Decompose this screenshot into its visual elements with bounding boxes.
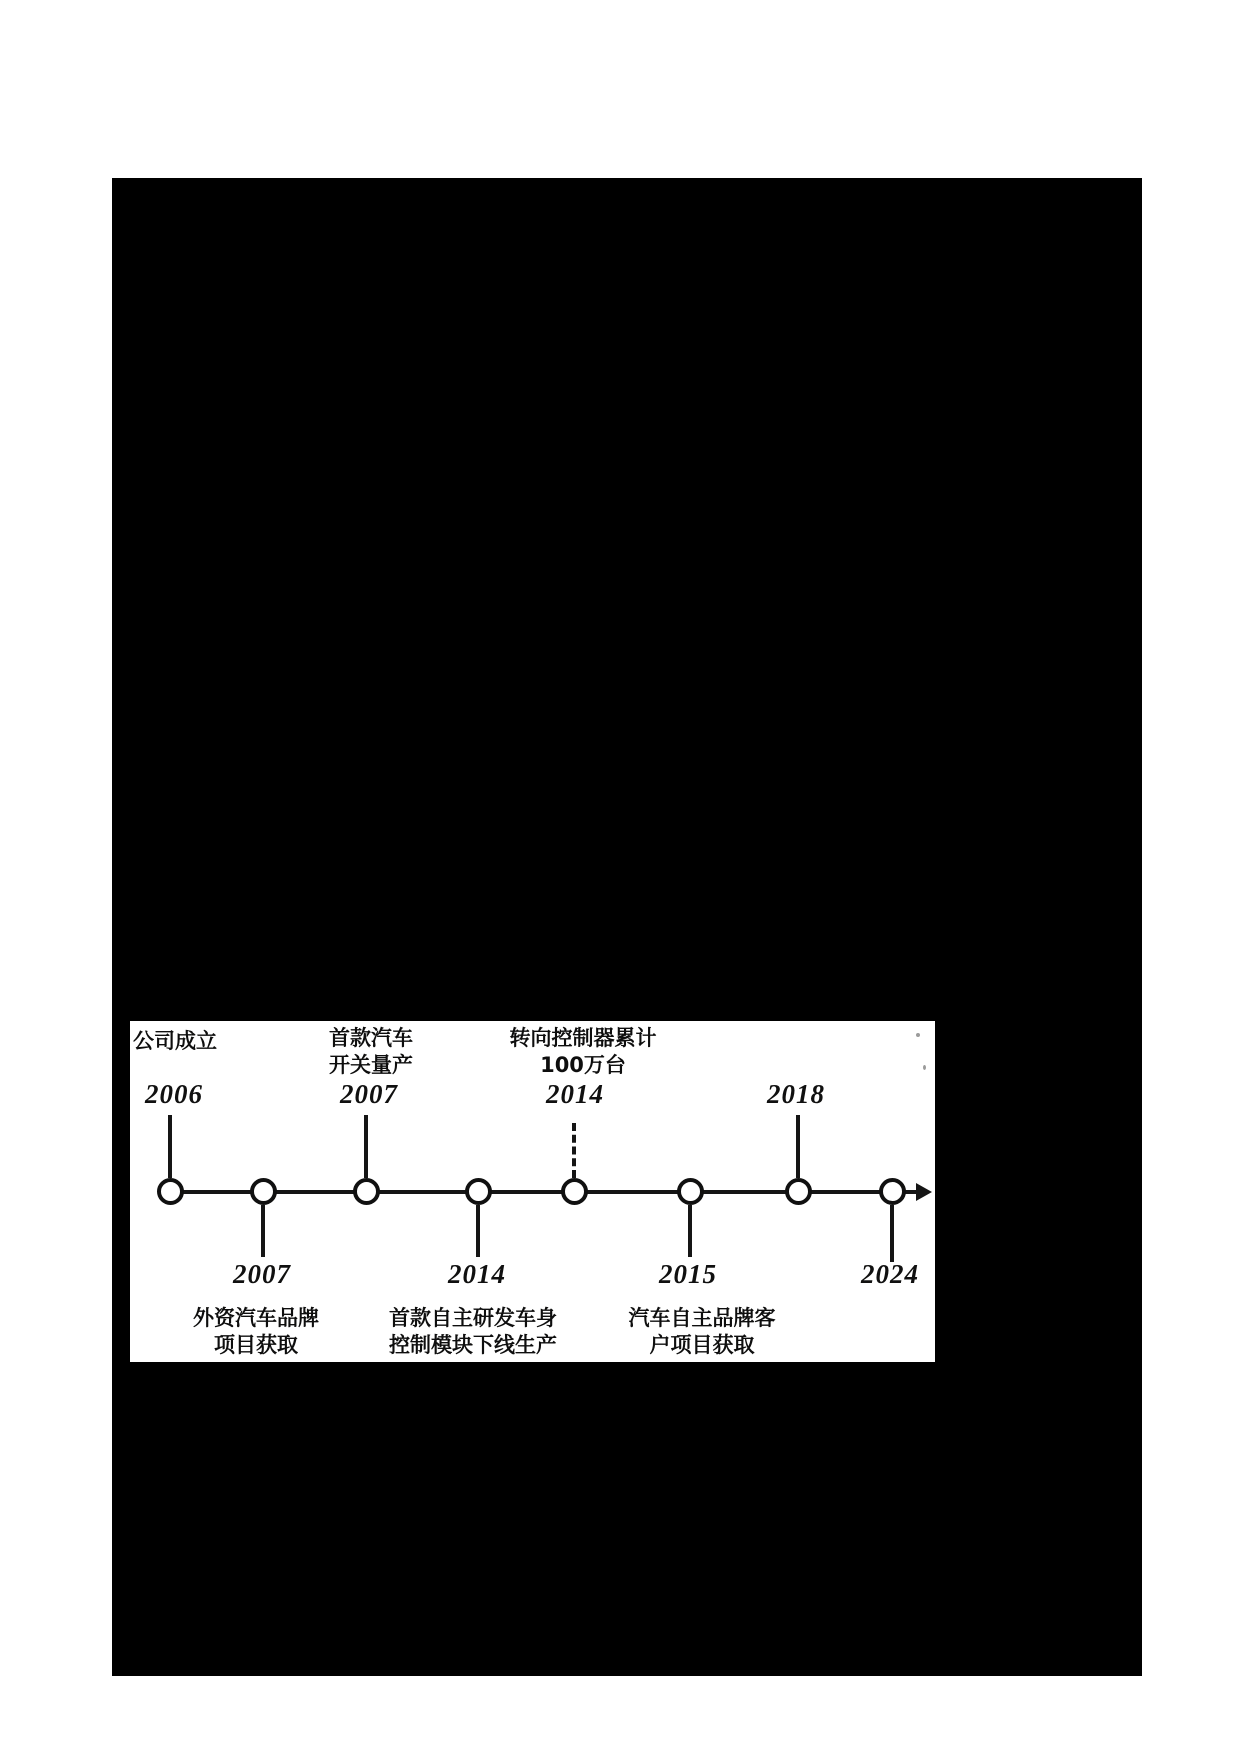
scan-black-area (112, 178, 1142, 1676)
axis-arrowhead-icon (916, 1183, 932, 1201)
year-above-2014: 2014 (546, 1079, 604, 1109)
scan-speck (916, 1033, 920, 1037)
year-below-2024: 2024 (861, 1259, 919, 1289)
timeline-node-2006 (157, 1178, 184, 1205)
event-label-line: 户项目获取 (649, 1333, 755, 1357)
year-above-2006: 2006 (145, 1079, 203, 1109)
event-label-line: 首款汽车 (329, 1026, 413, 1050)
event-label-line: 首款自主研发车身 (389, 1306, 557, 1330)
timeline-node-2018 (785, 1178, 812, 1205)
event-label-2014-body-control-module (363, 1305, 583, 1359)
event-label-line: 公司成立 (133, 1029, 217, 1053)
stem-up-2007 (364, 1115, 368, 1178)
timeline-node-2007-below (250, 1178, 277, 1205)
stem-up-2014 (572, 1123, 576, 1178)
timeline-figure (130, 1021, 935, 1362)
event-label-line: 外资汽车品牌 (193, 1306, 319, 1330)
event-label-2014-steering-controller-1m (473, 1025, 693, 1079)
timeline-node-2015 (677, 1178, 704, 1205)
event-label-2007-first-switch-production (271, 1025, 471, 1079)
scan-speck (923, 1065, 926, 1070)
stem-up-2018 (796, 1115, 800, 1178)
event-label-line: 转向控制器累计 (509, 1026, 657, 1050)
timeline-node-2014-below (465, 1178, 492, 1205)
year-below-2007: 2007 (233, 1259, 291, 1289)
year-below-2015: 2015 (659, 1259, 717, 1289)
stem-down-2015 (688, 1205, 692, 1257)
event-label-line: 100万台 (540, 1053, 626, 1077)
timeline-node-2024 (879, 1178, 906, 1205)
event-label-line: 控制模块下线生产 (389, 1333, 557, 1357)
timeline-node-2014-above (561, 1178, 588, 1205)
year-below-2014: 2014 (448, 1259, 506, 1289)
stem-down-2014 (476, 1205, 480, 1257)
year-above-2018: 2018 (767, 1079, 825, 1109)
event-label-line: 项目获取 (214, 1333, 298, 1357)
stem-up-2006 (168, 1115, 172, 1178)
stem-down-2024 (890, 1205, 894, 1262)
year-above-2007: 2007 (340, 1079, 398, 1109)
event-label-line: 汽车自主品牌客 (628, 1306, 776, 1330)
stem-down-2007 (261, 1205, 265, 1257)
event-label-line: 开关量产 (329, 1053, 413, 1077)
event-label-2015-domestic-brand-project (592, 1305, 812, 1359)
timeline-node-2007-above (353, 1178, 380, 1205)
event-label-2007-foreign-brand-project (156, 1305, 356, 1359)
